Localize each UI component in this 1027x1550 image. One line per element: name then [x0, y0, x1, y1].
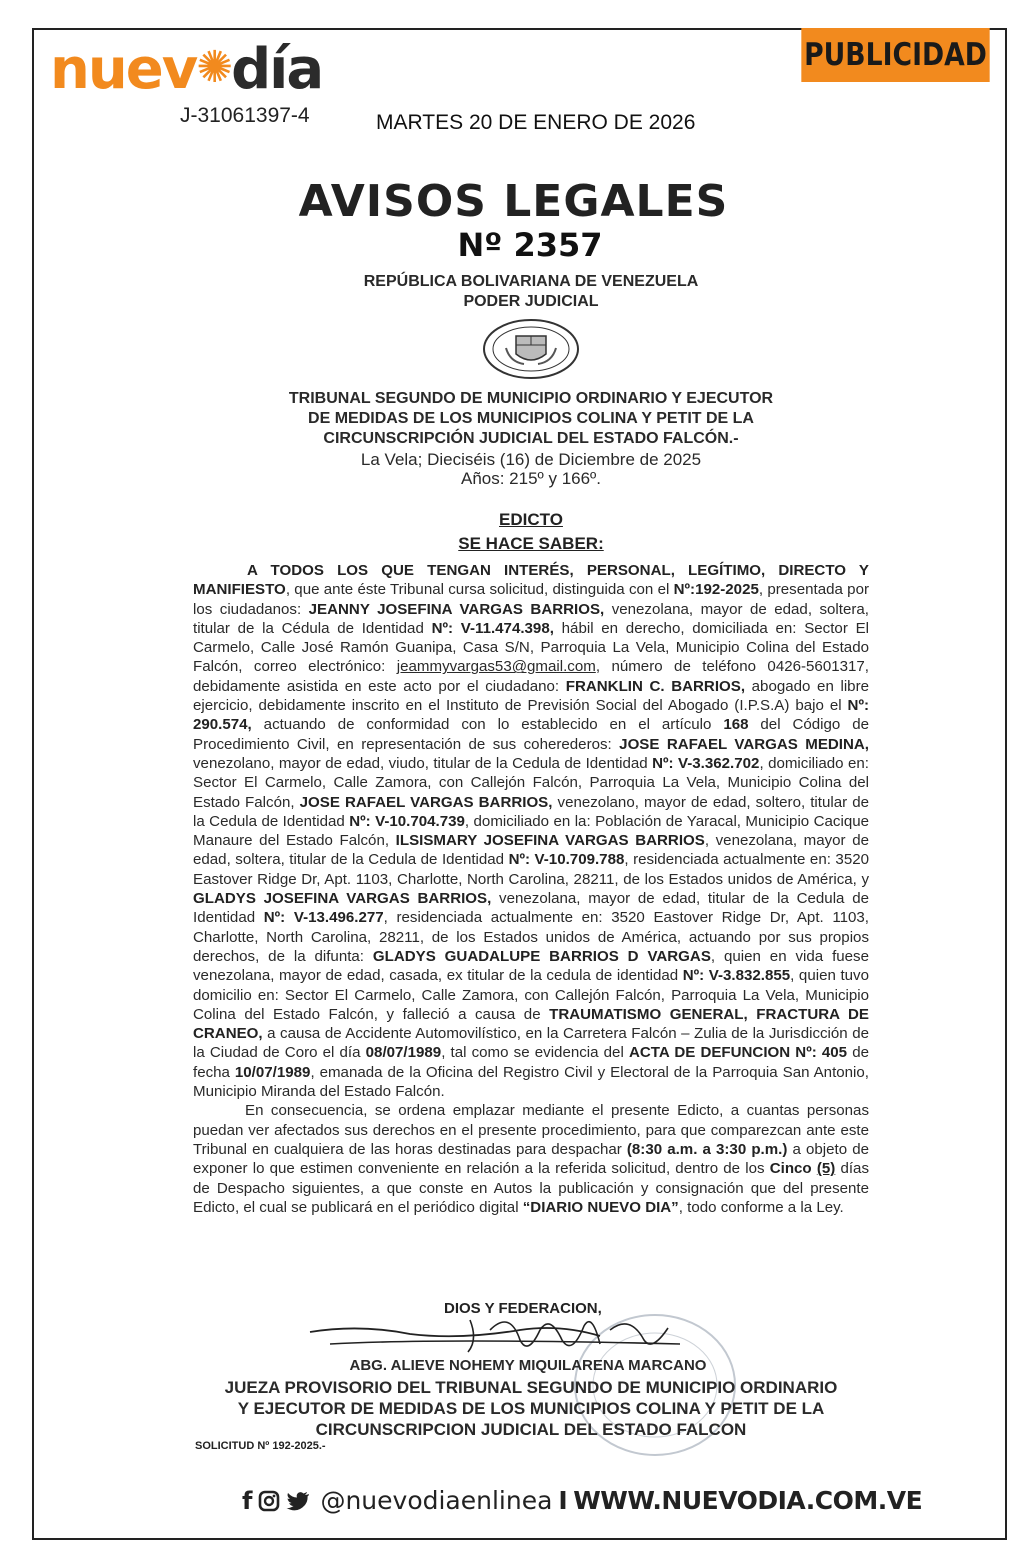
- judge-title-line: JUEZA PROVISORIO DEL TRIBUNAL SEGUNDO DE MUNICIPIO ORDINARIO: [224, 1378, 838, 1397]
- tribunal-line: CIRCUNSCRIPCIÓN JUDICIAL DEL ESTADO FALCÓN.-: [323, 430, 739, 447]
- footer-separator: I: [558, 1486, 568, 1515]
- coat-of-arms-seal: [482, 318, 580, 380]
- body-paragraph: En consecuencia, se ordena emplazar mediante el presente Edicto, a cuantas personas puedan ver afectados sus derechos en el presente procedimiento, para que comparezcan ante este Tribunal en cualquiera de las horas destinadas para despachar (8:30 a.m. a 3:30 p.m.) a objeto de exponer lo que estimen conveniente en relación a la referida solicitud, dentro de los Cinco (5) días de Despacho siguientes, a que conste en Autos la publicación y consignación que del presente Edicto, el cual se publicará en el periódico digital “DIARIO NUEVO DIA”, todo conforme a la Ley.: [193, 1102, 870, 1216]
- publicidad-badge: PUBLICIDAD: [801, 28, 989, 82]
- judge-name: ABG. ALIEVE NOHEMY MIQUILARENA MARCANO: [349, 1357, 707, 1374]
- rif-number: J-31061397-4: [180, 104, 310, 127]
- edict-body: [193, 561, 869, 1217]
- issue-number: Nº 2357: [457, 226, 603, 264]
- judge-title: [0, 1377, 1027, 1440]
- body-paragraph: A TODOS LOS QUE TENGAN INTERÉS, PERSONAL, LEGÍTIMO, DIRECTO Y MANIFIESTO, que ante éste Tribunal cursa solicitud, distinguida con el Nº:192-2025, presentada por los ciudadanos: JEANNY JOSEFINA VARGAS BARRIOS, venezolana, mayor de edad, soltera, titular de la Cédula de Identidad Nº: V-11.474.398, hábil en derecho, domiciliada en: Sector El Carmelo, Calle José Ramón Guanipa, Casa S/N, Parroquia La Vela, Municipio Colina del Estado Falcón, correo electrónico: jeammyvargas53@gmail.com, número de teléfono 0426-5601317, debidamente asistida en este acto por el ciudadano: FRANKLIN C. BARRIOS, abogado en libre ejercicio, debidamente inscrito en el Instituto de Previsión Social del Abogado (I.P.S.A) bajo el Nº: 290.574, actuando de conformidad con lo establecido en el artículo 168 del Código de Procedimiento Civil, en representación de sus coherederos: JOSE RAFAEL VARGAS MEDINA, venezolano, mayor de edad, viudo, titular de la Cedula de Identidad Nº: V-3.362.702, domiciliado en: Sector El Carmelo, Calle Zamora, con Callejón Falcón, Parroquia La Vela, Municipio Colina del Estado Falcón, JOSE RAFAEL VARGAS BARRIOS, venezolano, mayor de edad, soltero, titular de la Cedula de Identidad Nº: V-10.704.739, domiciliado en la: Población de Yaracal, Municipio Cacique Manaure del Estado Falcón, ILSISMARY JOSEFINA VARGAS BARRIOS, venezolana, mayor de edad, soltera, titular de la Cedula de Identidad Nº: V-10.709.788, residenciada actualmente en: 3520 Eastover Ridge Dr, Apt. 1103, Charlotte, North Carolina, 28211, de los Estados unidos de América, y GLADYS JOSEFINA VARGAS BARRIOS, venezolana, mayor de edad, titular de la Cedula de Identidad Nº: V-13.496.277, residenciada actualmente en: 3520 Eastover Ridge Dr, Apt. 1103, Charlotte, North Carolina, 28211, de los Estados unidos de América, actuando por sus propios derechos, de la difunta: GLADYS GUADALUPE BARRIOS D VARGAS, quien en vida fuese venezolana, mayor de edad, casada, ex titular de la cedula de identidad Nº: V-3.832.855, quien tuvo domicilio en: Sector El Carmelo, Calle Zamora, con Callejón Falcón, Parroquia La Vela, Municipio Colina del Estado Falcón, y falleció a causa de TRAUMATISMO GENERAL, FRACTURA DE CRANEO, a causa de Accidente Automovilístico, en la Carretera Falcón – Zulia de la Jurisdicción de la Ciudad de Coro el día 08/07/1989, tal como se evidencia del ACTA DE DEFUNCION Nº: 405 de fecha 10/07/1989, emanada de la Oficina del Registro Civil y Electoral de la Parroquia San Antonio, Municipio Miranda del Estado Falcón.: [193, 562, 870, 1101]
- email-link[interactable]: jeammyvargas53@gmail.com: [396, 658, 596, 676]
- branch-heading: PODER JUDICIAL: [463, 293, 599, 310]
- place-date-block: [0, 450, 1027, 488]
- judge-title-line: CIRCUNSCRIPCION JUDICIAL DEL ESTADO FALCON: [315, 1420, 747, 1439]
- nuevodia-logo: nuev✺día: [50, 37, 323, 102]
- tribunal-line: TRIBUNAL SEGUNDO DE MUNICIPIO ORDINARIO Y EJECUTOR: [288, 390, 774, 407]
- tribunal-name: [0, 389, 1027, 449]
- years: Años: 215º y 166º.: [460, 469, 601, 488]
- place-date: La Vela; Dieciséis (16) de Diciembre de 2025: [360, 450, 702, 469]
- footer-bar: [242, 1486, 922, 1515]
- social-handle[interactable]: @nuevodiaenlinea: [320, 1486, 553, 1515]
- judge-title-line: Y EJECUTOR DE MEDIDAS DE LOS MUNICIPIOS COLINA Y PETIT DE LA: [237, 1399, 825, 1418]
- sun-icon: ✺: [196, 42, 232, 93]
- country-heading: REPÚBLICA BOLIVARIANA DE VENEZUELA: [363, 273, 699, 290]
- instagram-icon[interactable]: [258, 1490, 280, 1512]
- facebook-icon[interactable]: f: [242, 1486, 253, 1515]
- solicitud-number: SOLICITUD Nº 192-2025.-: [195, 1440, 326, 1452]
- section-title: AVISOS LEGALES: [298, 176, 729, 227]
- tribunal-line: DE MEDIDAS DE LOS MUNICIPIOS COLINA Y PETIT DE LA: [308, 410, 754, 427]
- website-link[interactable]: WWW.NUEVODIA.COM.VE: [573, 1486, 923, 1515]
- se-hace-saber-heading: SE HACE SABER:: [458, 534, 604, 553]
- edicto-heading: EDICTO: [499, 510, 563, 529]
- closing-salutation: DIOS Y FEDERACION,: [444, 1300, 602, 1317]
- publication-date: MARTES 20 DE ENERO DE 2026: [376, 111, 696, 134]
- twitter-icon[interactable]: [286, 1491, 310, 1511]
